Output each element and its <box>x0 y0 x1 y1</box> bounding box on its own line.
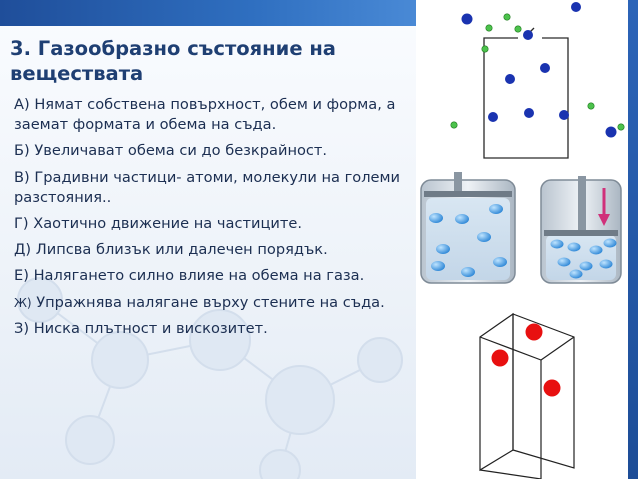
open-container-svg <box>416 0 628 162</box>
slide-title: 3. Газообразно състояние на веществата <box>10 37 336 85</box>
particle-green <box>486 25 492 31</box>
item-text: Увеличават обема си до безкрайност. <box>34 142 328 160</box>
list-item <box>14 141 409 161</box>
list-item <box>14 214 409 234</box>
container-outline <box>484 38 568 158</box>
item-letter: З) <box>14 320 30 338</box>
particle-red <box>544 380 561 397</box>
particle-blue <box>540 63 550 73</box>
item-text: Хаотично движение на частиците. <box>33 214 303 232</box>
item-text: Липсва близък или далечен порядък. <box>35 241 328 259</box>
particle-blue <box>523 30 533 40</box>
piston-compression-diagram <box>416 162 628 290</box>
list-item <box>14 95 409 135</box>
particle-green <box>504 14 510 20</box>
box-edge <box>480 314 513 470</box>
wireframe-box-svg <box>416 290 628 479</box>
list-item <box>14 319 409 339</box>
piston-rod <box>454 172 462 194</box>
box-edge <box>480 337 541 360</box>
cylinder-right <box>541 176 621 283</box>
item-text: Упражнява налягане върху стените на съда. <box>36 293 385 311</box>
piston-svg <box>416 162 628 290</box>
particle-blue <box>505 74 515 84</box>
list-item <box>14 168 409 208</box>
item-letter: А) <box>14 96 30 113</box>
list-item <box>14 293 409 313</box>
particle-green <box>482 46 488 52</box>
item-letter: Б) <box>14 142 30 160</box>
particle-red <box>492 350 509 367</box>
item-letter: Д) <box>14 241 32 259</box>
cylinder-left <box>421 172 515 283</box>
particle-red <box>526 324 543 341</box>
piston-plate <box>424 191 512 197</box>
particle-blue <box>462 14 473 25</box>
piston-rod <box>578 176 586 232</box>
item-text: Градивни частици- атоми, молекули на големи разстояния.. <box>14 168 401 206</box>
particle-green <box>451 122 457 128</box>
particle-blue <box>524 108 534 118</box>
list-item <box>14 266 409 286</box>
particle-blue <box>559 110 569 120</box>
piston-plate <box>544 230 618 236</box>
item-letter: Ж) <box>14 295 32 310</box>
particle-green <box>618 124 624 130</box>
item-letter: Е) <box>14 267 29 285</box>
open-container-gas-diagram <box>416 0 628 162</box>
particle-blue <box>488 112 498 122</box>
particle-green <box>515 26 521 32</box>
particle-green <box>588 103 594 109</box>
particle-blue <box>606 127 617 138</box>
box-edge <box>541 337 574 360</box>
list-item <box>14 240 409 260</box>
item-letter: В) <box>14 168 30 186</box>
right-edge-strip <box>628 0 638 479</box>
property-list <box>14 95 409 345</box>
item-letter: Г) <box>14 214 29 232</box>
item-text: Ниска плътност и вискозитет. <box>33 320 268 338</box>
box-with-particles-diagram <box>416 290 628 479</box>
particle-blue <box>571 2 581 12</box>
item-text: Нямат собствена повърхност, обем и форма, а заемат формата и обема на съда. <box>14 96 396 133</box>
item-text: Налягането силно влияе на обема на газа. <box>33 267 365 285</box>
box-edge <box>480 470 541 479</box>
box-edge <box>513 314 574 468</box>
